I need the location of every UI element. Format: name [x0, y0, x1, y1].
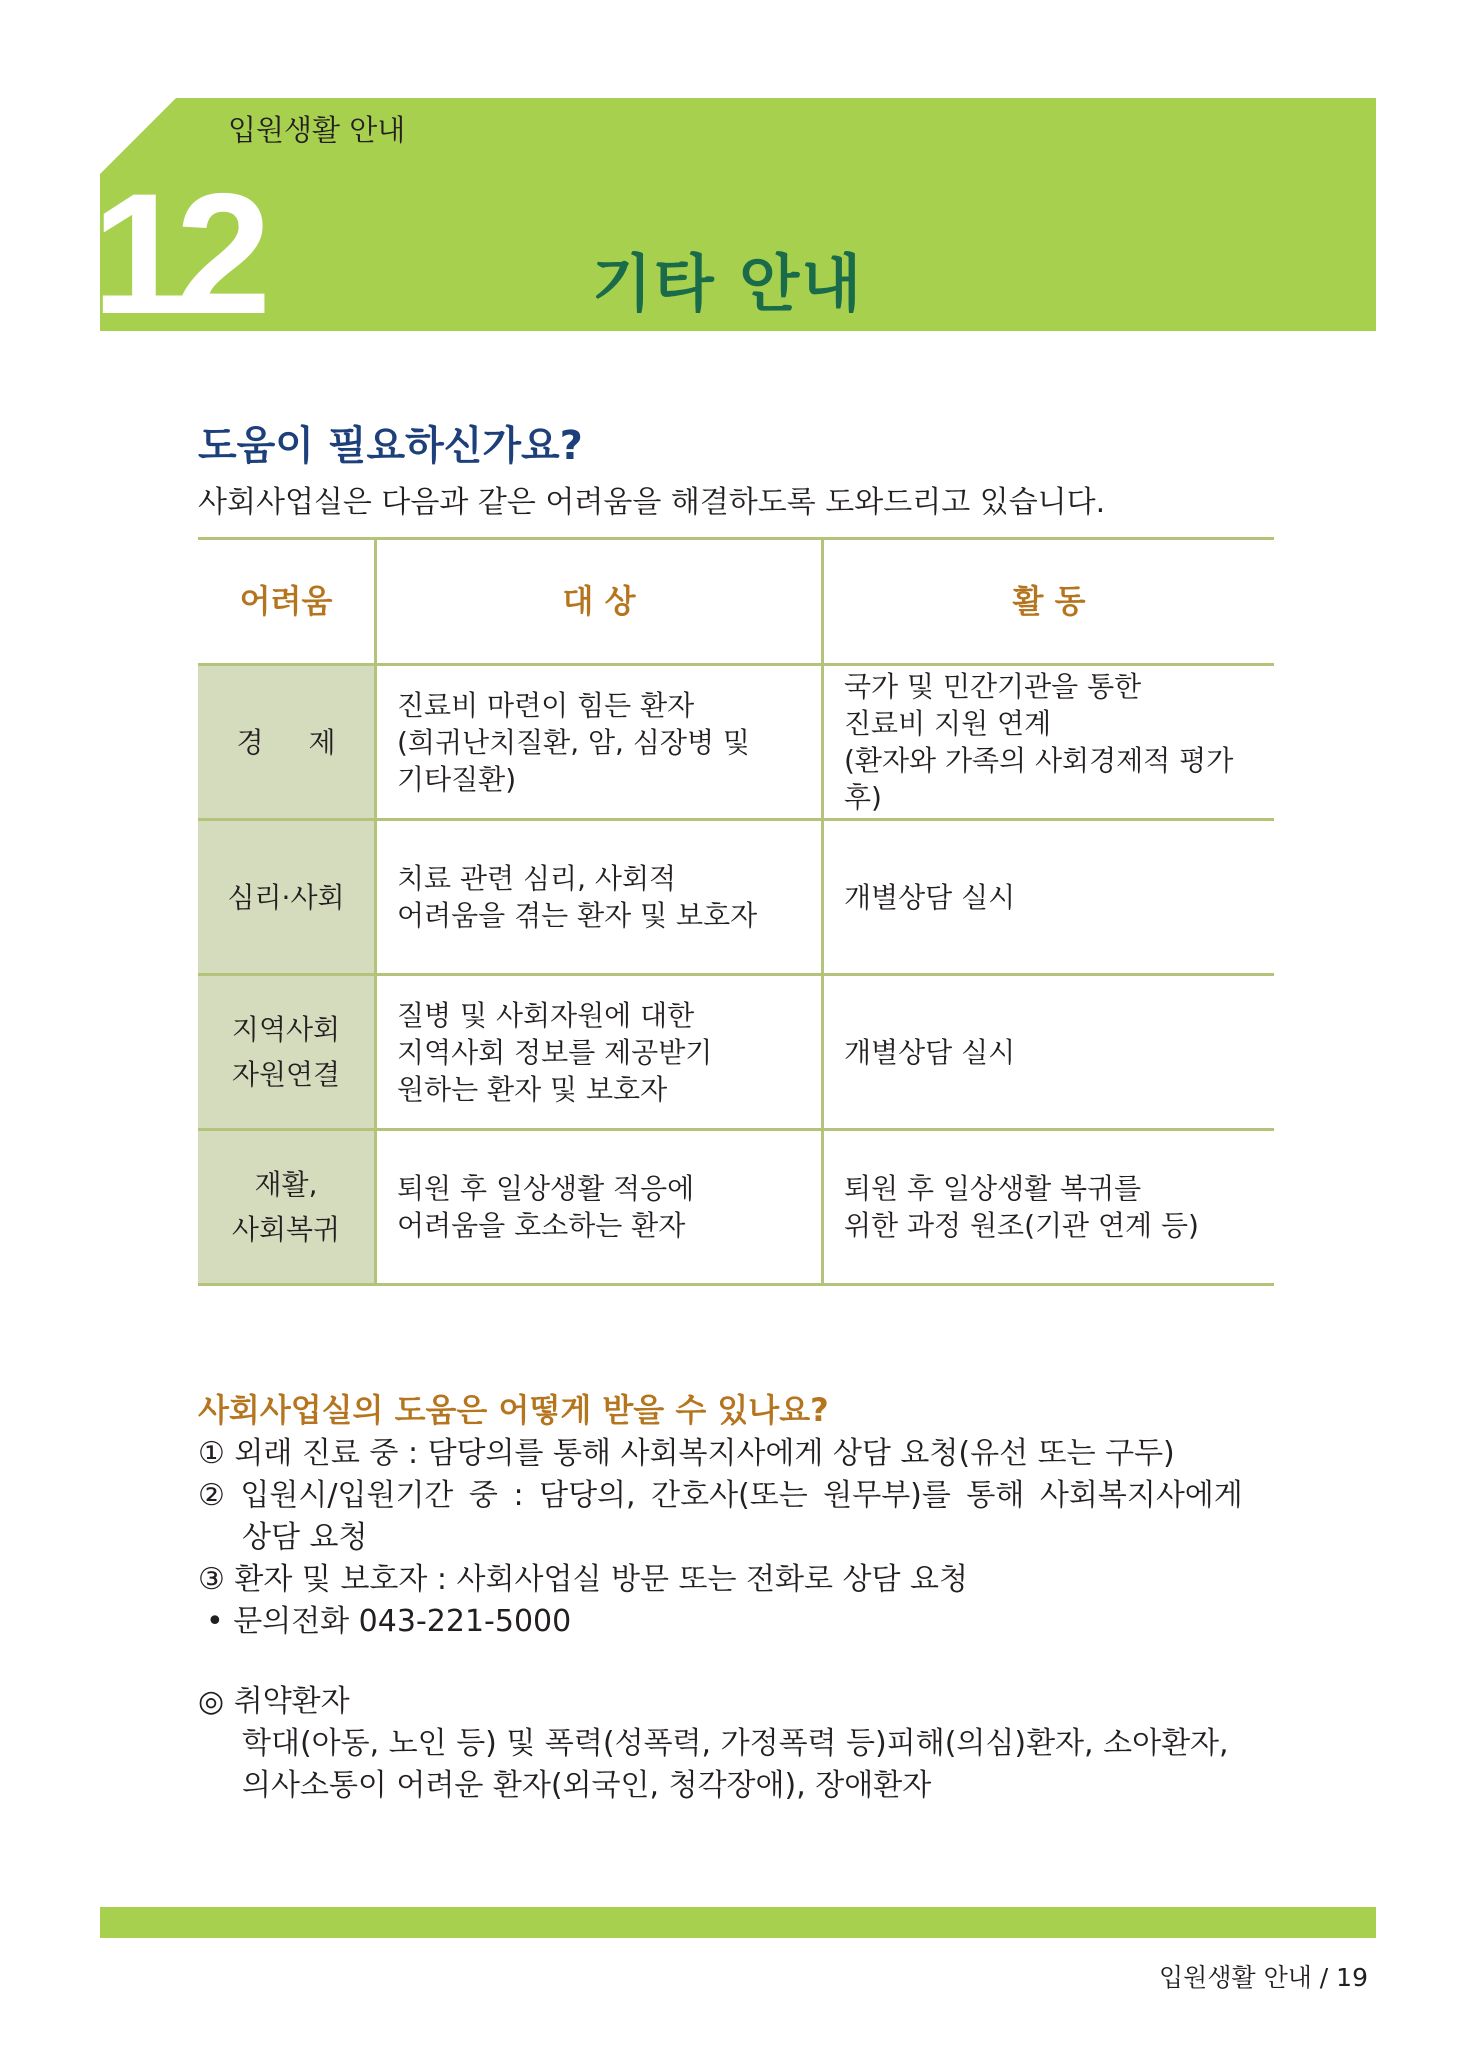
target-line: 진료비 마련이 힘든 환자 [397, 688, 695, 722]
how-heading: 사회사업실의 도움은 어떻게 받을 수 있나요? [198, 1391, 829, 1429]
category-line: 재활, [254, 1168, 318, 1201]
activity-cell [823, 665, 1275, 820]
step-inpatient-cont: 상담 요청 [242, 1520, 368, 1555]
category-line: 지역사회 [231, 1013, 341, 1046]
target-cell [376, 975, 823, 1130]
table-header-row [198, 539, 1274, 665]
category-line: 경 제 [236, 725, 336, 759]
activity-line: (환자와 가족의 사회경제적 평가 후) [844, 744, 1234, 814]
activity-line: 국가 및 민간기관을 통한 [844, 670, 1142, 703]
chapter-number: 12 [92, 158, 260, 350]
target-line: 치료 관련 심리, 사회적 [397, 862, 677, 895]
header-target: 대 상 [376, 539, 823, 665]
page-number: 입원생활 안내 / 19 [1159, 1963, 1368, 1992]
target-line: 지역사회 정보를 제공받기 [397, 1035, 713, 1069]
activity-cell [823, 975, 1275, 1130]
target-line: 기타질환) [397, 762, 517, 796]
target-line: (희귀난치질환, 암, 심장병 및 [397, 725, 750, 759]
target-cell [376, 1130, 823, 1285]
category-line: 심리·사회 [227, 880, 345, 914]
activity-line: 개별상담 실시 [844, 1035, 1016, 1069]
activity-line: 퇴원 후 일상생활 복귀를 [844, 1172, 1142, 1205]
section-label: 입원생활 안내 [228, 113, 406, 147]
table-row [198, 665, 1274, 820]
target-cell [376, 820, 823, 975]
step-visit: ③ 환자 및 보호자 : 사회사업실 방문 또는 전화로 상담 요청 [198, 1562, 968, 1597]
table-row [198, 975, 1274, 1130]
step-inpatient: ② 입원시/입원기간 중 : 담당의, 간호사(또는 원무부)를 통해 사회복지사에게 [198, 1478, 1243, 1513]
activity-line: 위한 과정 원조(기관 연계 등) [844, 1209, 1199, 1242]
contact-phone: • 문의전화 043-221-5000 [206, 1604, 572, 1639]
activity-cell [823, 820, 1275, 975]
footer-bar [100, 1907, 1376, 1938]
target-line: 원하는 환자 및 보호자 [397, 1072, 668, 1106]
category-cell [198, 820, 376, 975]
how-steps [198, 1433, 1288, 1643]
vulnerable-line: 의사소통이 어려운 환자(외국인, 청각장애), 장애환자 [242, 1768, 932, 1803]
target-line: 질병 및 사회자원에 대한 [397, 998, 695, 1032]
category-line: 자원연결 [231, 1058, 341, 1091]
vulnerable-title: ◎ 취약환자 [198, 1684, 350, 1719]
help-intro: 사회사업실은 다음과 같은 어려움을 해결하도록 도와드리고 있습니다. [198, 485, 1106, 520]
step-outpatient: ① 외래 진료 중 : 담당의를 통해 사회복지사에게 상담 요청(유선 또는 구두) [198, 1436, 1175, 1471]
header-difficulty: 어려움 [198, 539, 376, 665]
vulnerable-patients [198, 1681, 1288, 1807]
category-cell [198, 665, 376, 820]
support-table [198, 537, 1274, 1286]
activity-line: 진료비 지원 연계 [844, 707, 1052, 740]
target-line: 어려움을 겪는 환자 및 보호자 [397, 899, 758, 932]
activity-cell [823, 1130, 1275, 1285]
category-cell [198, 975, 376, 1130]
table-row [198, 1130, 1274, 1285]
activity-line: 개별상담 실시 [844, 880, 1016, 914]
chapter-title: 기타 안내 [592, 247, 864, 320]
header-activity: 활 동 [823, 539, 1275, 665]
target-line: 어려움을 호소하는 환자 [397, 1209, 686, 1242]
category-line: 사회복귀 [231, 1213, 341, 1246]
help-heading: 도움이 필요하신가요? [198, 423, 583, 469]
category-cell [198, 1130, 376, 1285]
target-line: 퇴원 후 일상생활 적응에 [397, 1172, 695, 1205]
target-cell [376, 665, 823, 820]
table-row [198, 820, 1274, 975]
vulnerable-line: 학대(아동, 노인 등) 및 폭력(성폭력, 가정폭력 등)피해(의심)환자, 소아환자, [242, 1726, 1229, 1761]
